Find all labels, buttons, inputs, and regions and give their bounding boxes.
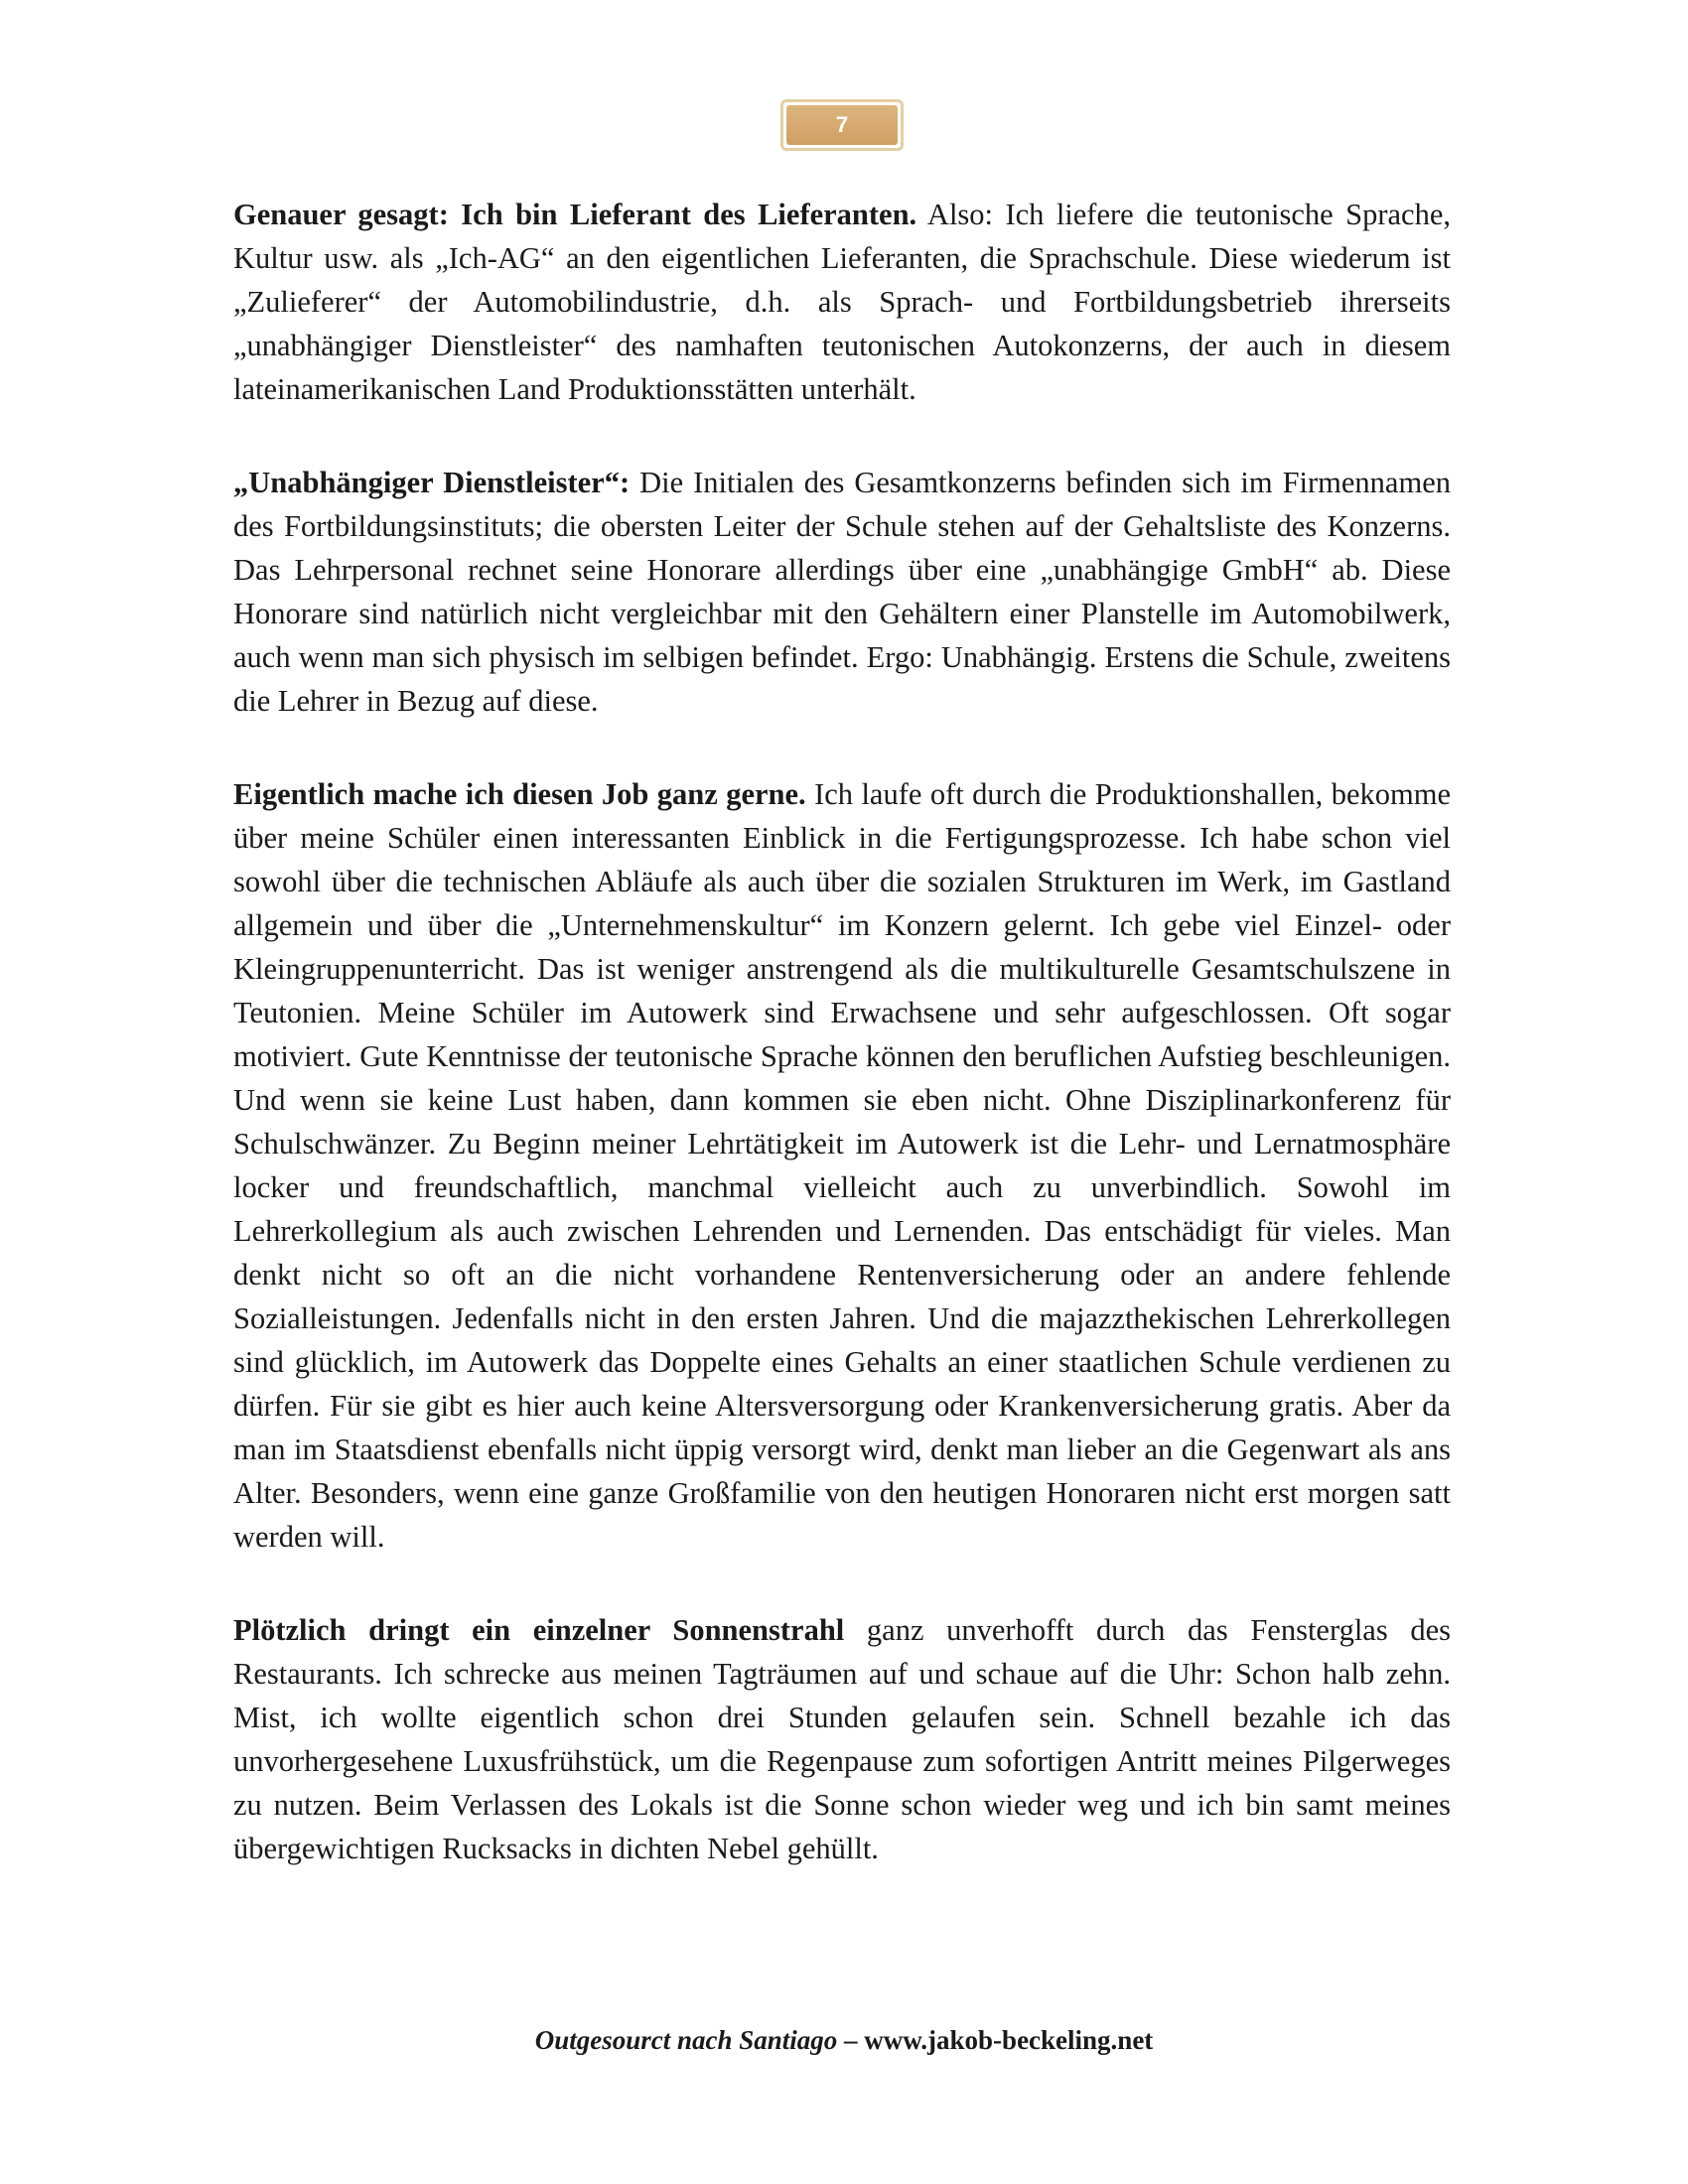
footer-separator: – xyxy=(844,2025,858,2055)
paragraph-body: Also: Ich liefere die teutonische Sprache, Kultur usw. als „Ich-AG“ an den eigentlichen Lieferanten, die Sprachschule. Diese wiederum ist „Zulieferer“ der Automobilindustrie, d.h. als Sprach- und Fortbildungsbetrieb ihrerseits „unabhängiger Dienstleister“ des namhaften teutonischen Autokonzerns, der auch in diesem lateinamerikanischen Land Produktionsstätten unterhält. xyxy=(233,198,1452,406)
footer-website: www.jakob-beckeling.net xyxy=(864,2025,1154,2055)
paragraph-lieferant xyxy=(233,193,1451,411)
paragraph-body: Ich laufe oft durch die Produktionshallen, bekomme über meine Schüler einen interessanten Einblick in die Fertigungsprozesse. Ich habe schon viel sowohl über die technischen Abläufe als auch über die sozialen Strukturen im Werk, im Gastland allgemein und über die „Unternehmenskultur“ im Konzern gelernt. Ich gebe viel Einzel- oder Kleingruppenunterricht. Das ist weniger anstrengend als die multikulturelle Gesamtschulszene in Teutonien. Meine Schüler im Autowerk sind Erwachsene und sehr aufgeschlossen. Oft sogar motiviert. Gute Kenntnisse der teutonische Sprache können den beruflichen Aufstieg beschleunigen. Und wenn sie keine Lust haben, dann kommen sie eben nicht. Ohne Disziplinarkonferenz für Schulschwänzer. Zu Beginn meiner Lehrtätigkeit im Autowerk ist die Lehr- und Lernatmosphäre locker und freundschaftlich, manchmal vielleicht auch zu unverbindlich. Sowohl im Lehrerkollegium als auch zwischen Lehrenden und Lernenden. Das entschädigt für vieles. Man denkt nicht so oft an die nicht vorhandene Rentenversicherung oder an andere fehlende Sozialleistungen. Jedenfalls nicht in den ersten Jahren. Und die majazzthekischen Lehrerkollegen sind glücklich, im Autowerk das Doppelte eines Gehalts an einer staatlichen Schule verdienen zu dürfen. Für sie gibt es hier auch keine Altersversorgung oder Krankenversicherung gratis. Aber da man im Staatsdienst ebenfalls nicht üppig versorgt wird, denkt man lieber an die Gegenwart als ans Alter. Besonders, wenn eine ganze Großfamilie von den heutigen Honoraren nicht erst morgen satt werden will. xyxy=(233,777,1451,1554)
page-number-badge xyxy=(780,99,904,151)
page-number: 7 xyxy=(786,105,898,145)
paragraph-body: Die Initialen des Gesamtkonzerns befinden sich im Firmennamen des Fortbildungsinstituts; die obersten Leiter der Schule stehen auf der Gehaltsliste des Konzerns. Das Lehrpersonal rechnet seine Honorare allerdings über eine „unabhängige GmbH“ ab. Diese Honorare sind natürlich nicht vergleichbar mit den Gehältern einer Planstelle im Automobilwerk, auch wenn man sich physisch im selbigen befindet. Ergo: Unabhängig. Erstens die Schule, zweitens die Lehrer in Bezug auf diese. xyxy=(233,466,1451,718)
paragraph-lead: Genauer gesagt: Ich bin Lieferant des Lieferanten. xyxy=(233,198,917,231)
paragraph-body: ganz unverhofft durch das Fensterglas des Restaurants. Ich schrecke aus meinen Tagträumen auf und schaue auf die Uhr: Schon halb zehn. Mist, ich wollte eigentlich schon drei Stunden gelaufen sein. Schnell bezahle ich das unvorhergesehene Luxusfrühstück, um die Regenpause zum sofortigen Antritt meines Pilgerweges zu nutzen. Beim Verlassen des Lokals ist die Sonne schon wieder weg und ich bin samt meines übergewichtigen Rucksacks in dichten Nebel gehüllt. xyxy=(233,1613,1451,1865)
footer-book-title: Outgesourct nach Santiago xyxy=(534,2025,838,2055)
paragraph-job xyxy=(233,772,1451,1559)
paragraph-dienstleister xyxy=(233,461,1451,723)
paragraph-lead: „Unabhängiger Dienstleister“: xyxy=(233,466,631,499)
paragraph-lead: Eigentlich mache ich diesen Job ganz gerne. xyxy=(233,777,806,811)
main-text xyxy=(233,193,1451,1920)
paragraph-lead: Plötzlich dringt ein einzelner Sonnenstrahl xyxy=(233,1613,845,1647)
paragraph-sonnenstrahl xyxy=(233,1608,1451,1870)
page-footer xyxy=(0,2025,1688,2056)
